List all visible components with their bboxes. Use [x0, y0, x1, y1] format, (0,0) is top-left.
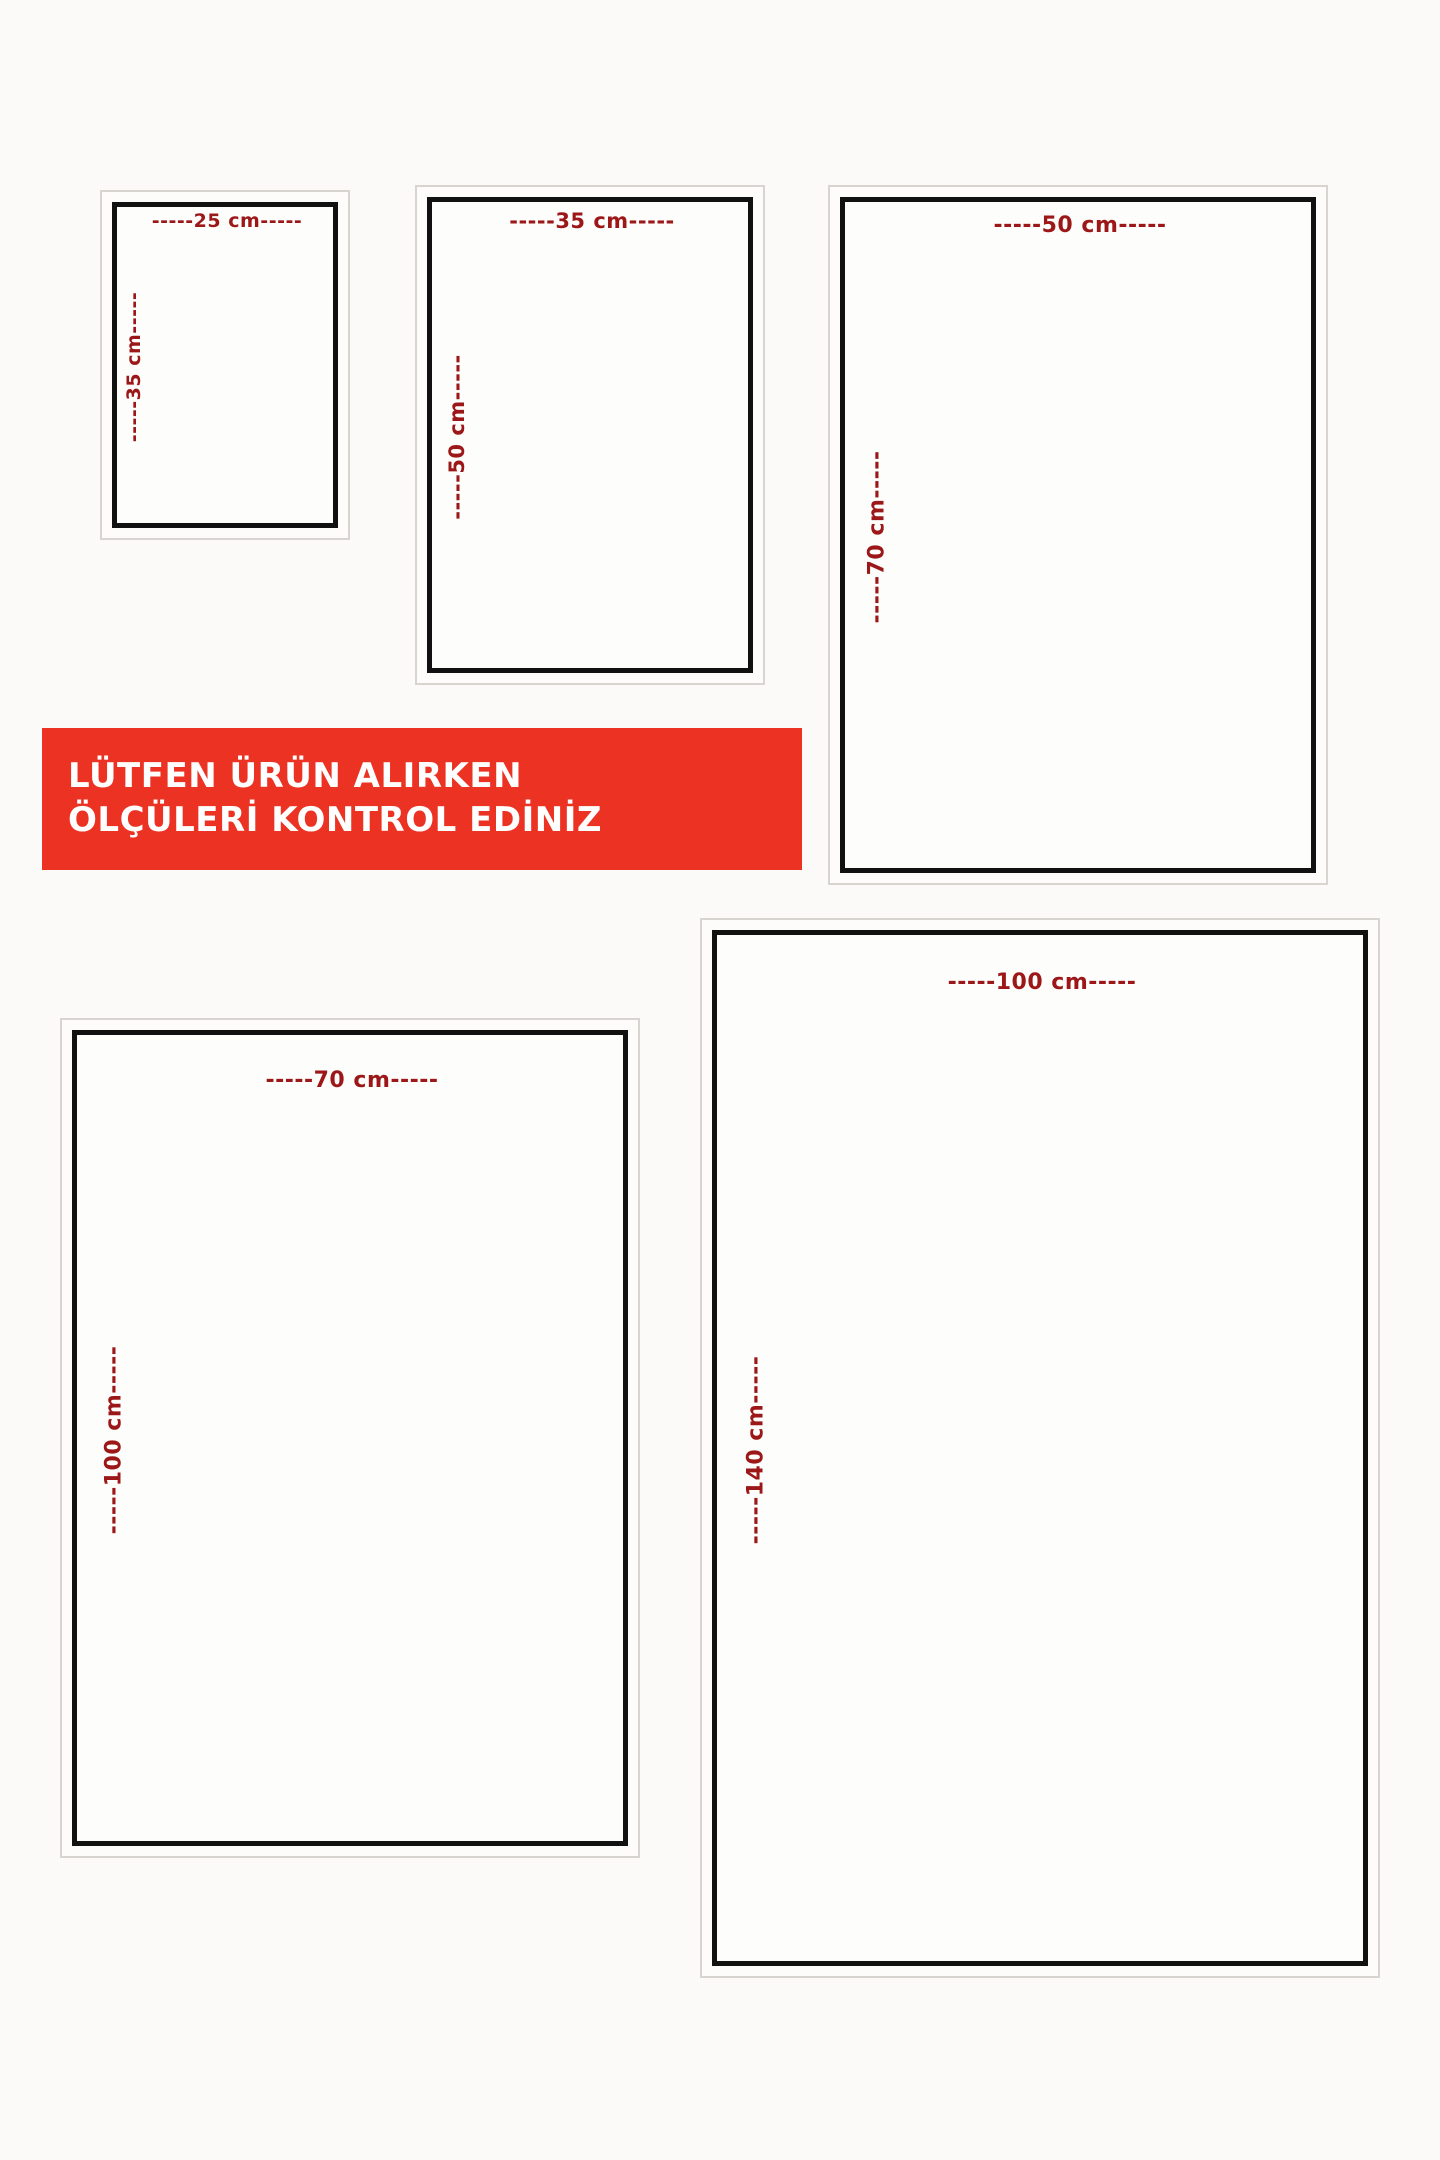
frame-50x70: [828, 185, 1328, 885]
frame-25x35: [100, 190, 350, 540]
warning-banner-line-1: LÜTFEN ÜRÜN ALIRKEN: [68, 756, 523, 797]
warning-banner-line-2: ÖLÇÜLERİ KONTROL EDİNİZ: [68, 800, 603, 840]
frame-100x140-width-label: -----100 cm-----: [947, 970, 1137, 995]
frame-70x100-inner: [72, 1030, 628, 1846]
frame-50x70-width-label: -----50 cm-----: [993, 213, 1167, 238]
frame-35x50-width-label: -----35 cm-----: [509, 209, 675, 233]
frame-70x100: [60, 1018, 640, 1858]
frame-70x100-height-label: -----100 cm-----: [101, 1345, 127, 1535]
frame-100x140-height-label: -----140 cm-----: [743, 1355, 769, 1545]
frame-35x50-height-label: -----50 cm-----: [445, 354, 469, 520]
frame-100x140: [700, 918, 1380, 1978]
warning-banner: [42, 728, 802, 870]
frame-35x50: [415, 185, 765, 685]
frame-25x35-width-label: -----25 cm-----: [151, 210, 303, 232]
frame-70x100-width-label: -----70 cm-----: [265, 1068, 439, 1093]
frame-50x70-height-label: -----70 cm-----: [864, 450, 890, 624]
frame-50x70-inner: [840, 197, 1316, 873]
frame-25x35-height-label: -----35 cm-----: [123, 291, 145, 443]
frame-25x35-inner: [112, 202, 338, 528]
frame-100x140-inner: [712, 930, 1368, 1966]
frame-35x50-inner: [427, 197, 753, 673]
